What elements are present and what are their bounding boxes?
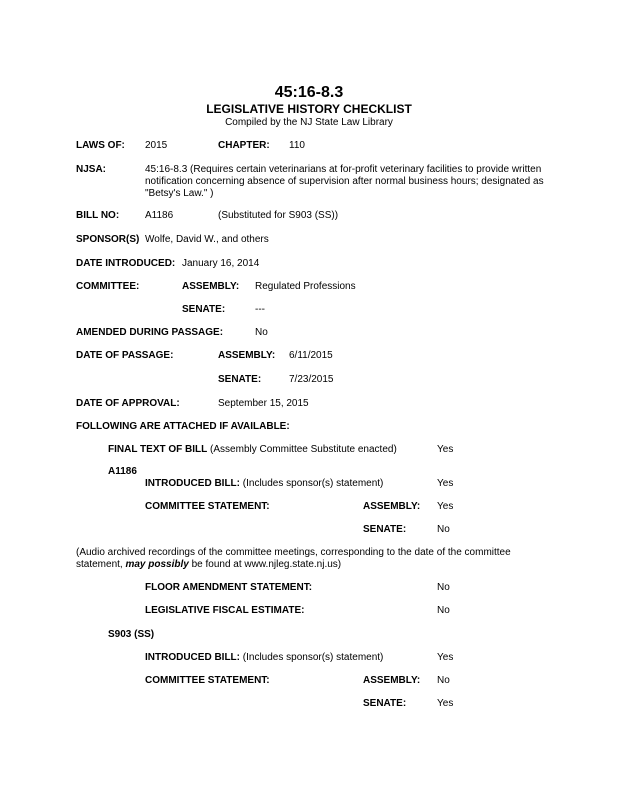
s903-senate-label: SENATE: xyxy=(363,698,407,709)
final-text-row xyxy=(108,444,397,456)
laws-of-label: LAWS OF: xyxy=(76,140,125,151)
amended-label: AMENDED DURING PASSAGE: xyxy=(76,327,224,338)
a1186-senate-label: SENATE: xyxy=(363,524,407,535)
s903-committee-statement-label: COMMITTEE STATEMENT: xyxy=(145,675,270,686)
s903-heading: S903 (SS) xyxy=(108,629,155,640)
statute-number: 45:16-8.3 xyxy=(274,84,344,101)
passage-senate-label: SENATE: xyxy=(218,374,262,385)
s903-introduced-row xyxy=(145,652,383,664)
date-of-approval-label: DATE OF APPROVAL: xyxy=(76,398,180,409)
bill-no-value: A1186 xyxy=(145,210,174,221)
sponsor-value: Wolfe, David W., and others xyxy=(145,234,269,245)
passage-senate-value: 7/23/2015 xyxy=(289,374,334,385)
a1186-assembly-label: ASSEMBLY: xyxy=(363,501,421,512)
committee-senate-value: --- xyxy=(255,304,265,315)
date-introduced-value: January 16, 2014 xyxy=(182,258,260,269)
s903-introduced-label: INTRODUCED BILL: xyxy=(145,652,240,663)
audio-note-post: be found at www.njleg.state.nj.us) xyxy=(188,559,342,570)
committee-assembly-value: Regulated Professions xyxy=(255,281,356,292)
s903-senate-value: Yes xyxy=(437,698,454,709)
final-text-note: (Assembly Committee Substitute enacted) xyxy=(210,444,397,455)
chapter-value: 110 xyxy=(289,140,305,151)
njsa-text-line-2: notification concerning absence of supervision after normal business hours; designated as xyxy=(145,176,544,187)
a1186-assembly-value: Yes xyxy=(437,501,454,512)
date-of-approval-value: September 15, 2015 xyxy=(218,398,309,409)
fiscal-estimate-label: LEGISLATIVE FISCAL ESTIMATE: xyxy=(145,605,305,616)
committee-assembly-label: ASSEMBLY: xyxy=(182,281,240,292)
bill-no-label: BILL NO: xyxy=(76,210,120,221)
a1186-introduced-row xyxy=(145,478,383,490)
fiscal-estimate-value: No xyxy=(437,605,450,616)
following-attached-heading: FOLLOWING ARE ATTACHED IF AVAILABLE: xyxy=(76,421,290,432)
s903-introduced-value: Yes xyxy=(437,652,454,663)
a1186-introduced-note: (Includes sponsor(s) statement) xyxy=(242,478,384,489)
final-text-label: FINAL TEXT OF BILL xyxy=(108,444,208,455)
document-title: LEGISLATIVE HISTORY CHECKLIST xyxy=(206,102,412,116)
committee-senate-label: SENATE: xyxy=(182,304,226,315)
audio-note-pre: statement, xyxy=(76,559,126,570)
a1186-introduced-label: INTRODUCED BILL: xyxy=(145,478,240,489)
compiled-by: Compiled by the NJ State Law Library xyxy=(225,117,393,128)
floor-amendment-label: FLOOR AMENDMENT STATEMENT: xyxy=(145,582,313,593)
laws-of-value: 2015 xyxy=(145,140,168,151)
audio-note-emphasis: may possibly xyxy=(125,559,189,570)
njsa-text-line-3: "Betsy's Law." ) xyxy=(145,188,214,199)
s903-introduced-note: (Includes sponsor(s) statement) xyxy=(242,652,384,663)
bill-no-note: (Substituted for S903 (SS)) xyxy=(218,210,339,221)
date-of-passage-label: DATE OF PASSAGE: xyxy=(76,350,174,361)
a1186-senate-value: No xyxy=(437,524,450,535)
chapter-label: CHAPTER: xyxy=(218,140,270,151)
sponsor-label: SPONSOR(S) xyxy=(76,234,140,245)
njsa-label: NJSA: xyxy=(76,164,107,175)
date-introduced-label: DATE INTRODUCED: xyxy=(76,258,176,269)
a1186-committee-statement-label: COMMITTEE STATEMENT: xyxy=(145,501,270,512)
committee-label: COMMITTEE: xyxy=(76,281,140,292)
amended-value: No xyxy=(255,327,268,338)
passage-assembly-label: ASSEMBLY: xyxy=(218,350,276,361)
a1186-introduced-value: Yes xyxy=(437,478,454,489)
a1186-heading: A1186 xyxy=(108,466,137,477)
floor-amendment-value: No xyxy=(437,582,450,593)
s903-assembly-value: No xyxy=(437,675,450,686)
passage-assembly-value: 6/11/2015 xyxy=(289,350,333,361)
audio-note-line-1: (Audio archived recordings of the committee meetings, corresponding to the date of the committee xyxy=(76,547,511,558)
s903-assembly-label: ASSEMBLY: xyxy=(363,675,421,686)
njsa-text-line-1: 45:16-8.3 (Requires certain veterinarians at for-profit veterinary facilities to provide written xyxy=(145,164,542,175)
final-text-value: Yes xyxy=(437,444,454,455)
audio-note-line-2 xyxy=(76,559,341,571)
